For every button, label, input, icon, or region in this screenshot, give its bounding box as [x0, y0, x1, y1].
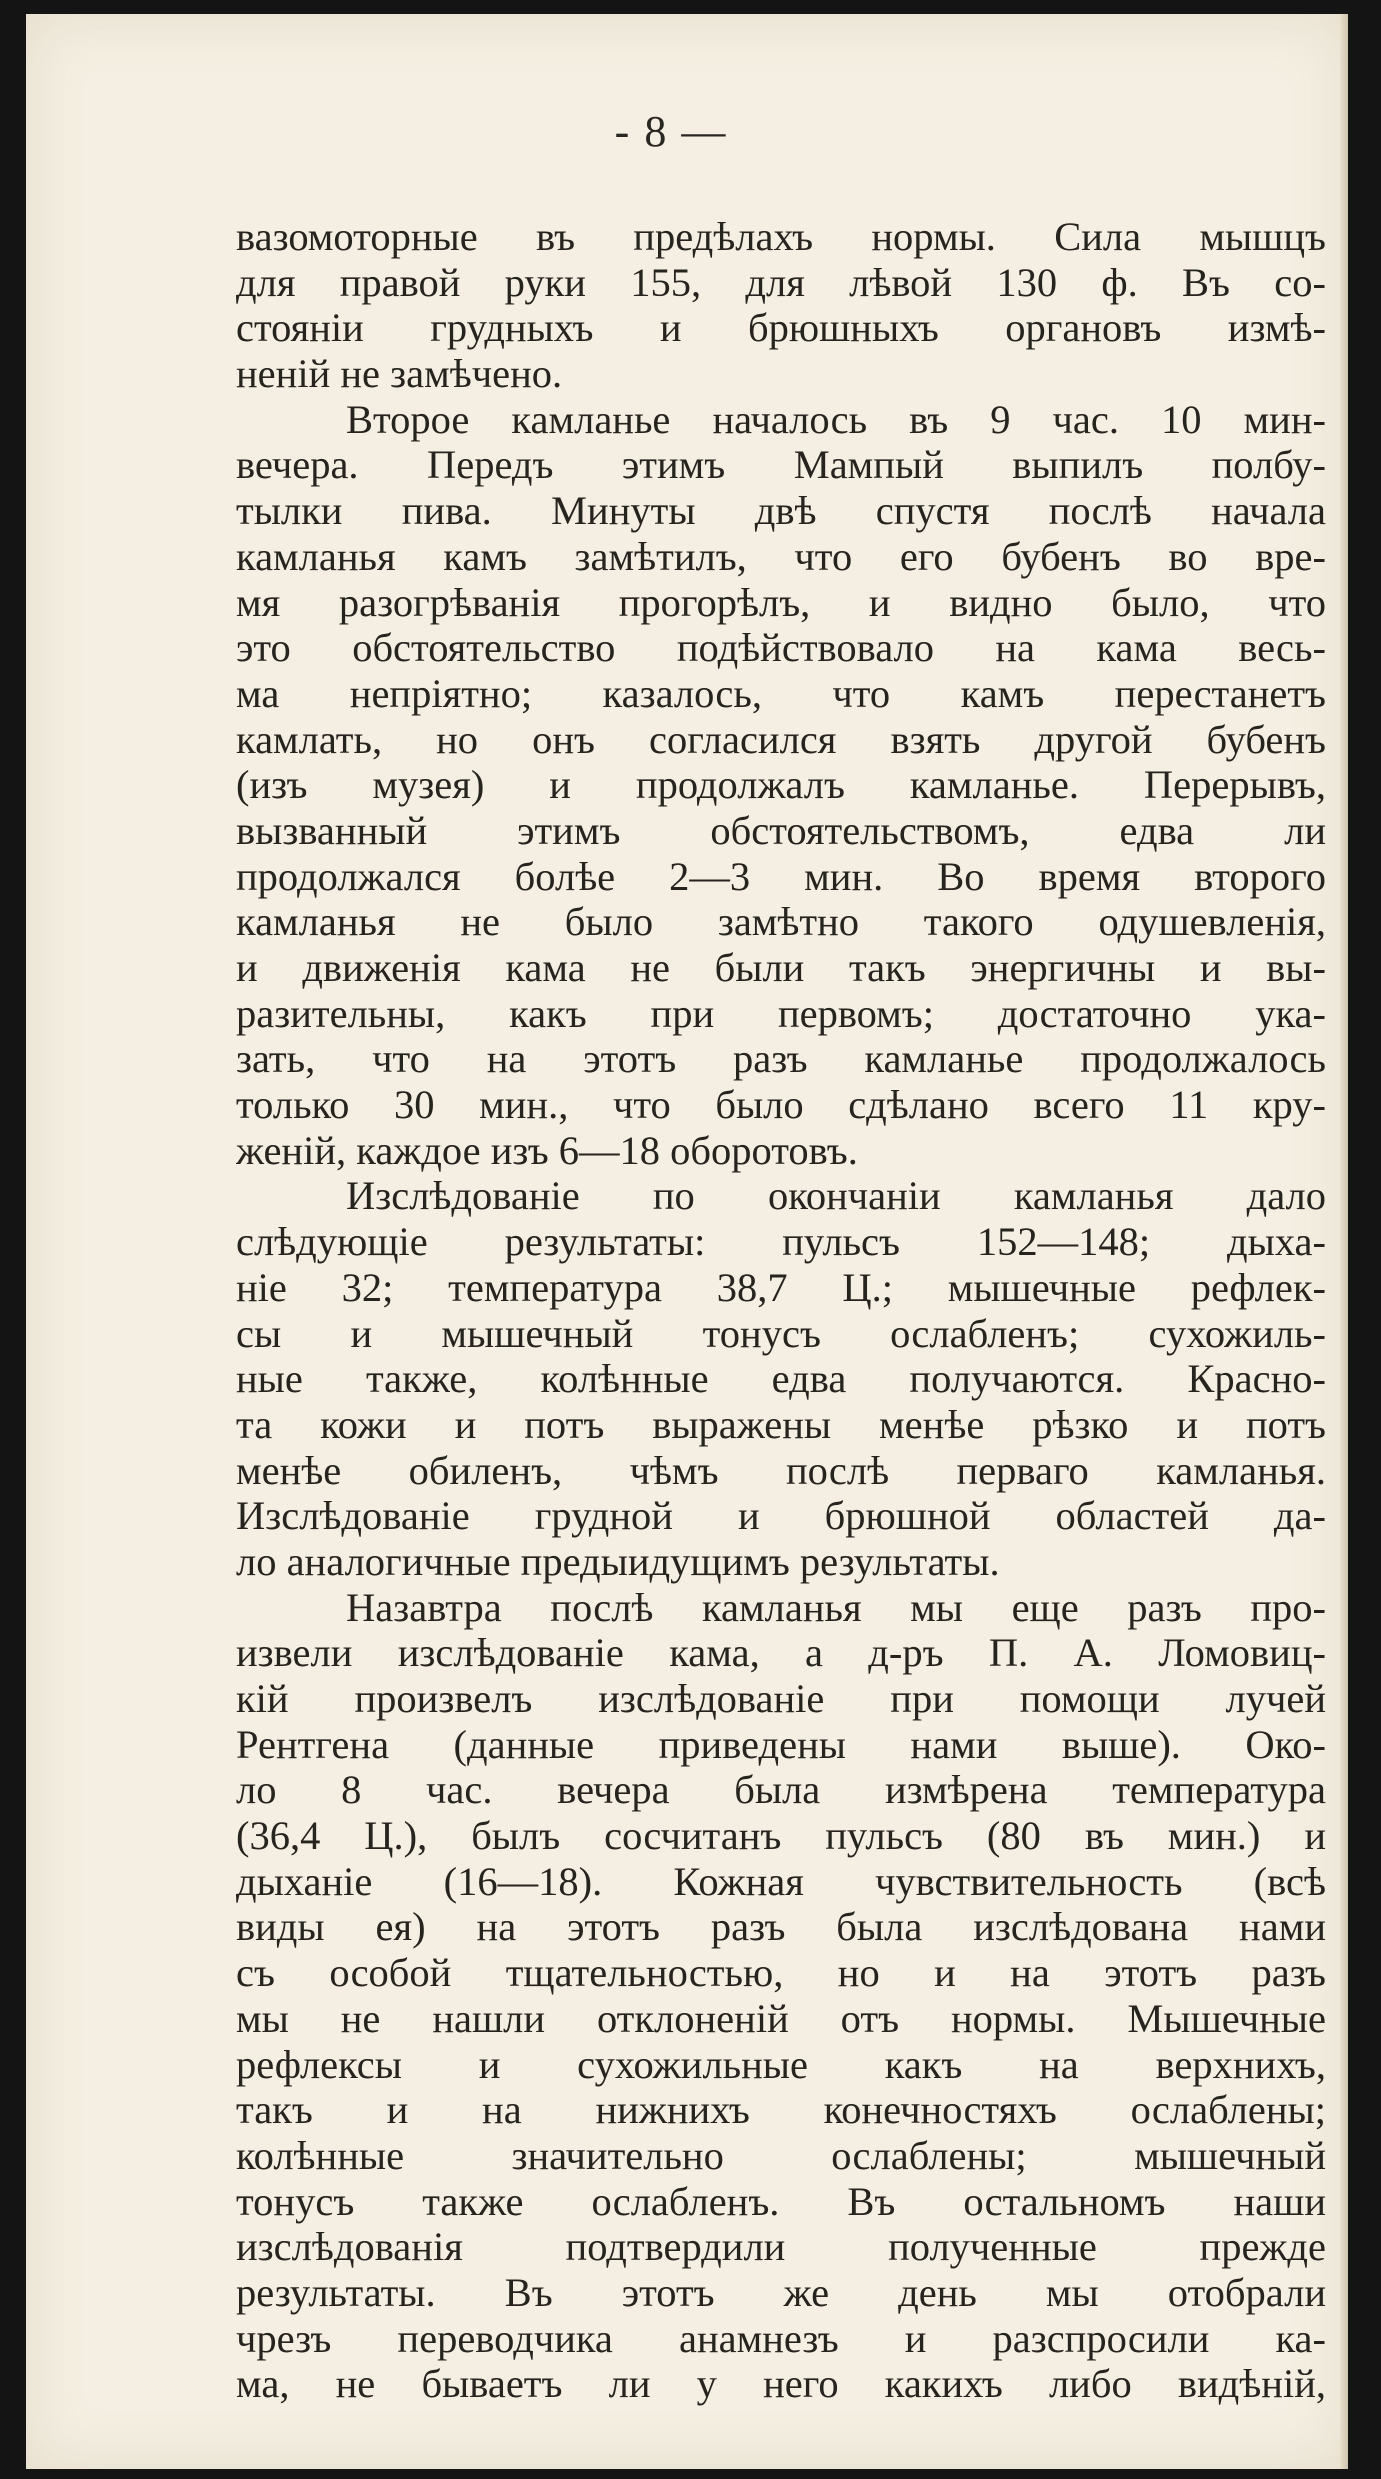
text-line: продолжался болѣе 2—3 мин. Во время второго: [236, 853, 1326, 899]
text-line: только 30 мин., что было сдѣлано всего 11 кру-: [236, 1082, 1326, 1128]
text-line: ма, не бываетъ ли у него какихъ либо видѣній,: [236, 2361, 1326, 2407]
page-number: - 8 —: [614, 107, 728, 156]
text-line: менѣе обиленъ, чѣмъ послѣ перваго камланья.: [236, 1447, 1326, 1493]
page-edge: [1340, 14, 1348, 2469]
text-line: дыханіе (16—18). Кожная чувствительность (всѣ: [236, 1858, 1326, 1904]
text-line: и движенія кама не были такъ энергичны и вы-: [236, 945, 1326, 990]
text-line: для правой руки 155, для лѣвой 130 ф. Въ со-: [236, 259, 1326, 305]
text-line: съ особой тщательностью, но и на этотъ разъ: [236, 1950, 1326, 1996]
text-line: ло аналогичные предыидущимъ результаты.: [236, 1538, 1000, 1584]
text-line: женій, каждое изъ 6—18 оборотовъ.: [236, 1127, 858, 1173]
text-line: слѣдующіе результаты: пульсъ 152—148; дыха-: [236, 1219, 1326, 1265]
text-line: изслѣдованія подтвердили полученные прежде: [236, 2224, 1326, 2270]
text-line: ные также, колѣнные едва получаются. Красно-: [236, 1356, 1326, 1402]
text-line: рефлексы и сухожильные какъ на верхнихъ,: [236, 2041, 1326, 2087]
text-line: сы и мышечный тонусъ ослабленъ; сухожиль-: [236, 1310, 1326, 1356]
text-line: Рентгена (данные приведены нами выше). Око-: [236, 1721, 1326, 1767]
text-line: Изслѣдованіе по окончаніи камланья дало: [346, 1173, 1326, 1219]
text-line: стояніи грудныхъ и брюшныхъ органовъ измѣ-: [236, 305, 1326, 351]
text-line: кій произвелъ изслѣдованіе при помощи лучей: [236, 1676, 1326, 1721]
text-line: неній не замѣчено.: [236, 351, 563, 397]
text-line: ніе 32; температура 38,7 Ц.; мышечные рефлек-: [236, 1264, 1326, 1310]
text-line: тонусъ также ослабленъ. Въ остальномъ наши: [236, 2178, 1326, 2224]
text-line: зать, что на этотъ разъ камланье продолжалось: [236, 1036, 1326, 1082]
text-line: Назавтра послѣ камланья мы еще разъ про-: [346, 1584, 1326, 1630]
text-line: вызванный этимъ обстоятельствомъ, едва ли: [236, 807, 1326, 853]
text-line: это обстоятельство подѣйствовало на кама весь-: [236, 625, 1326, 671]
book-page: [26, 14, 1348, 2469]
text-line: камланья камъ замѣтилъ, что его бубенъ во вре-: [236, 533, 1326, 579]
text-line: вазомоторные въ предѣлахъ нормы. Сила мышцъ: [236, 214, 1326, 259]
text-line: разительны, какъ при первомъ; достаточно ука-: [236, 990, 1326, 1036]
text-line: Второе камланье началось въ 9 час. 10 мин-: [346, 396, 1326, 442]
text-line: ма непріятно; казалось, что камъ перестанетъ: [236, 670, 1326, 716]
text-line: Изслѣдованіе грудной и брюшной областей да-: [236, 1493, 1326, 1539]
text-line: (36,4 Ц.), былъ сосчитанъ пульсъ (80 въ мин.) и: [236, 1813, 1326, 1859]
text-line: ло 8 час. вечера была измѣрена температура: [236, 1767, 1326, 1813]
text-line: мы не нашли отклоненій отъ нормы. Мышечные: [236, 1995, 1326, 2041]
text-line: мя разогрѣванія прогорѣлъ, и видно было, что: [236, 579, 1326, 625]
text-line: виды ея) на этотъ разъ была изслѣдована нами: [236, 1904, 1326, 1950]
body-text: [236, 214, 1326, 2407]
text-line: камланья не было замѣтно такого одушевленія,: [236, 899, 1326, 945]
text-line: результаты. Въ этотъ же день мы отобрали: [236, 2269, 1326, 2315]
text-line: такъ и на нижнихъ конечностяхъ ослаблены;: [236, 2087, 1326, 2133]
text-line: извели изслѣдованіе кама, а д-ръ П. А. Ломовиц-: [236, 1630, 1326, 1676]
text-line: (изъ музея) и продолжалъ камланье. Перерывъ,: [236, 762, 1326, 808]
text-line: чрезъ переводчика анамнезъ и разспросили ка-: [236, 2315, 1326, 2361]
text-line: колѣнные значительно ослаблены; мышечный: [236, 2132, 1326, 2178]
text-line: камлать, но онъ согласился взять другой бубенъ: [236, 716, 1326, 762]
text-line: та кожи и потъ выражены менѣе рѣзко и потъ: [236, 1401, 1326, 1447]
text-line: тылки пива. Минуты двѣ спустя послѣ начала: [236, 488, 1326, 534]
text-line: вечера. Передъ этимъ Мампый выпилъ полбу-: [236, 442, 1326, 488]
